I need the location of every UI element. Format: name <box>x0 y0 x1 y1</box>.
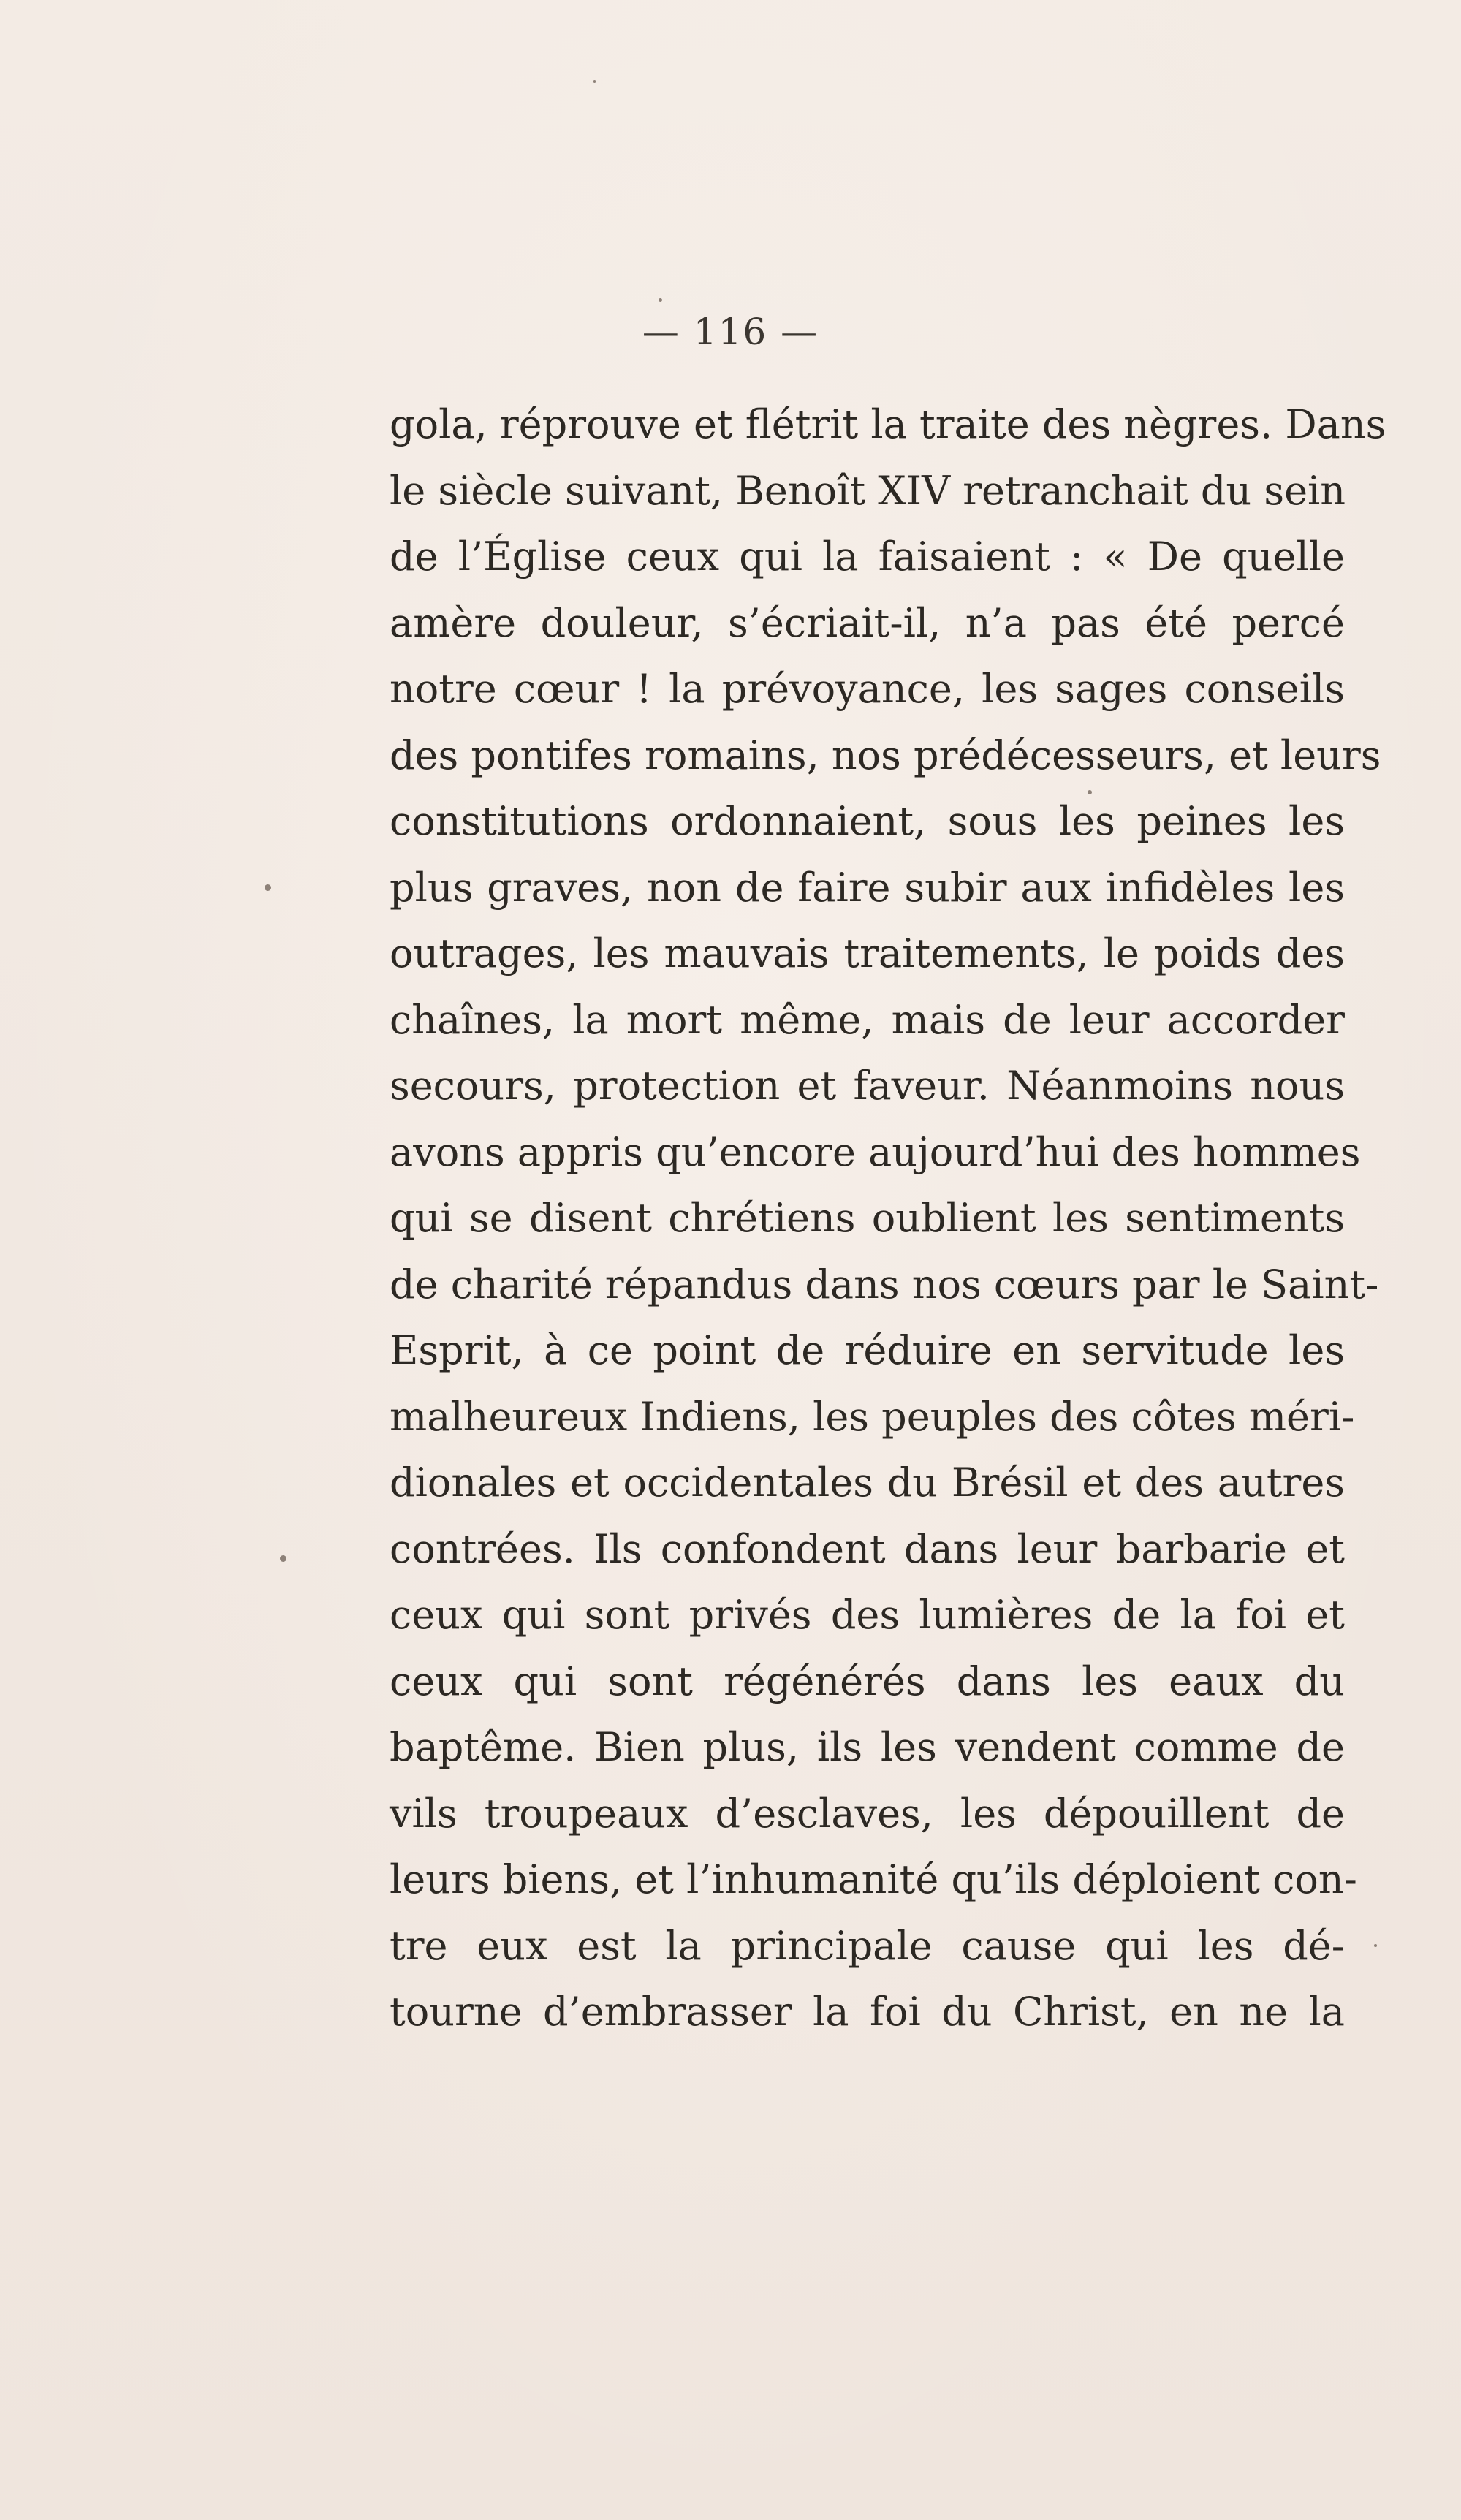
text-line: des pontifes romains, nos prédécesseurs, et leurs <box>390 732 1381 778</box>
text-line: qui se disent chrétiens oublient les sentiments <box>390 1195 1345 1241</box>
paper-speck <box>265 884 271 891</box>
text-line: amère douleur, s’écriait-il, n’a pas été percé <box>390 599 1345 646</box>
text-line: Esprit, à ce point de réduire en servitude les <box>390 1327 1345 1373</box>
body-text <box>390 392 1386 2046</box>
paper-speck <box>659 298 662 302</box>
paper-speck <box>280 1555 286 1562</box>
text-line: tre eux est la principale cause qui les dé- <box>390 1922 1345 1969</box>
text-line: outrages, les mauvais traitements, le poids des <box>390 930 1345 976</box>
text-line: ceux qui sont régénérés dans les eaux du <box>390 1658 1345 1704</box>
text-line: de charité répandus dans nos cœurs par le Saint- <box>390 1261 1379 1308</box>
text-line: plus graves, non de faire subir aux infidèles les <box>390 864 1345 911</box>
text-line: gola, réprouve et flétrit la traite des nègres. Dans <box>390 401 1386 447</box>
text-line: dionales et occidentales du Brésil et des autres <box>390 1460 1345 1506</box>
text-line: constitutions ordonnaient, sous les peines les <box>390 798 1345 844</box>
text-line: tourne d’embrasser la foi du Christ, en ne la <box>390 1989 1345 2035</box>
text-line: vils troupeaux d’esclaves, les dépouillent de <box>390 1790 1345 1837</box>
text-line: chaînes, la mort même, mais de leur accorder <box>390 996 1345 1043</box>
text-line: notre cœur ! la prévoyance, les sages conseils <box>390 666 1345 712</box>
page-number: — 116 — <box>642 311 819 353</box>
text-line: secours, protection et faveur. Néanmoins nous <box>390 1063 1345 1109</box>
text-line: leurs biens, et l’inhumanité qu’ils déploient con- <box>390 1856 1357 1902</box>
text-line: contrées. Ils confondent dans leur barbarie et <box>390 1525 1345 1572</box>
text-line: de l’Église ceux qui la faisaient : « De quelle <box>390 534 1345 580</box>
text-line: ceux qui sont privés des lumières de la foi et <box>390 1592 1345 1638</box>
paper-speck <box>593 80 596 83</box>
paper-speck <box>1088 790 1092 794</box>
paper-speck <box>1374 1944 1377 1947</box>
text-line: baptême. Bien plus, ils les vendent comme de <box>390 1724 1345 1770</box>
text-line: malheureux Indiens, les peuples des côtes méri- <box>390 1393 1355 1440</box>
text-line: avons appris qu’encore aujourd’hui des hommes <box>390 1128 1361 1175</box>
text-line: le siècle suivant, Benoît XIV retranchait du sein <box>390 467 1346 514</box>
